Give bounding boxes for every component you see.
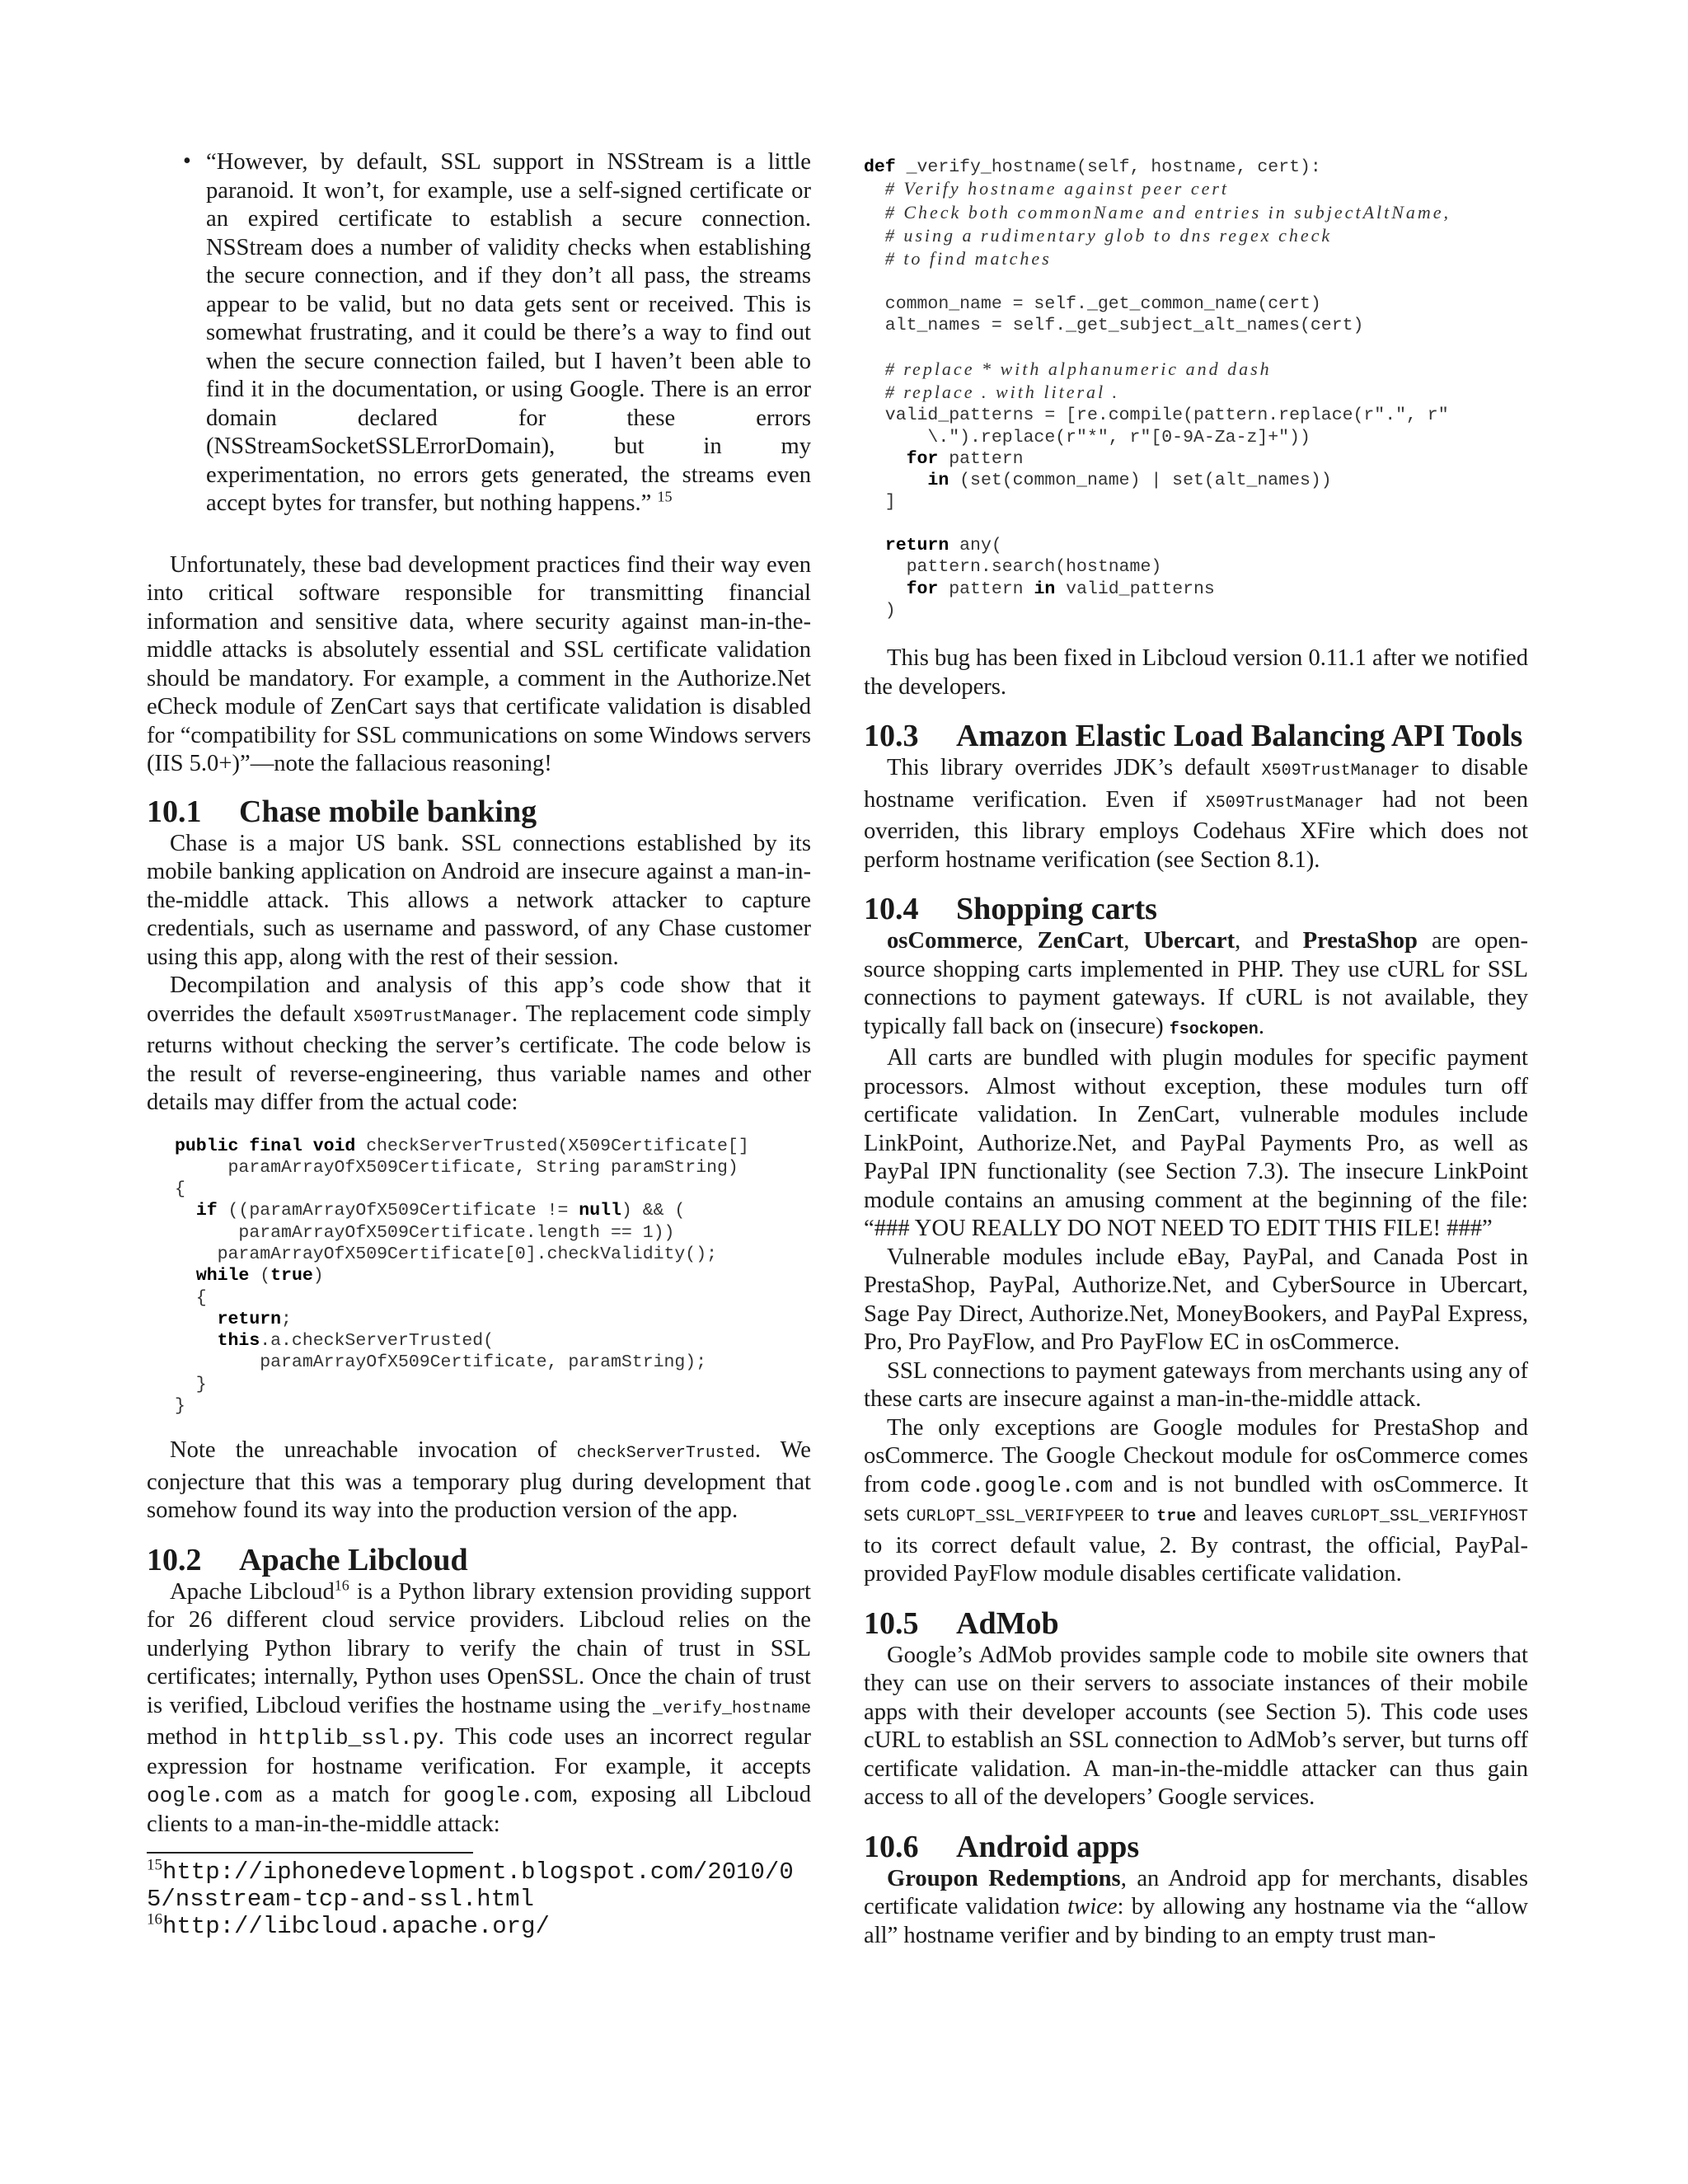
paragraph: Apache Libcloud$^{16}$ is a Python library extension providing support for 26 different cloud service providers. Libcloud relies on the underlying Python library to verify the chain of trust in SSL certificates; internally, Python uses OpenSSL. Once the chain of trust is verified, Libcloud verifies the hostname using the _verify_hostname method in httplib_ssl.py. This code uses an incorrect regular expression for hostname verification. For example, it accepts oogle.com as a match for google.com, exposing all Libcloud clients to a man-in-the-middle attack:	[147, 1577, 811, 1837]
paragraph: Vulnerable modules include eBay, PayPal, and Canada Post in PrestaShop, PayPal, Authorize.Net, and CyberSource in Ubercart, Sage Pay Direct, Authorize.Net, MoneyBookers, and PayPal Express, Pro, Pro PayFlow, and Pro PayFlow EC in osCommerce.	[864, 1244, 1528, 1356]
paragraph: Google’s AdMob provides sample code to mobile site owners that they can use on their servers to associate instances of their mobile apps with their developer accounts (see Section 5). This code uses cURL to establish an SSL connection to AdMob’s server, but turns off certificate validation. A man-in-the-middle attacker can thus gain access to all of the developers’ Google services.	[864, 1642, 1528, 1811]
python-code-listing: def _verify_hostname(self, hostname, cert): # Verify hostname against peer cert # Check both commonName and entries in subjectAltName, # using a rudimentary glob to dns regex check # to find matches common_name = self._get_common_name(cert) alt_names = self._get_subject_alt_names(cert) # replace * with alphanumeric and dash # replace . with literal . valid_patterns = [re.compile(pattern.replace(r".", r" \.").replace(r"*", r"[0-9A-Za-z]+")) for pattern in (set(common_name) | set(alt_names)) ] return any( pattern.search(hostname) for pattern in valid_patterns )	[864, 157, 1451, 621]
paragraph: SSL connections to payment gateways from merchants using any of these carts are insecure against a man-in-the-middle attack.	[864, 1357, 1528, 1413]
footnote-15[interactable]: $^{15}$http://iphonedevelopment.blogspot.com/2010/05/nsstream-tcp-and-ssl.html	[147, 1856, 794, 1914]
section-heading-10-4: 10.4 Shopping carts	[864, 892, 1157, 927]
paragraph: All carts are bundled with plugin modules for specific payment processors. Almost without exception, these modules turn off certificate validation. In ZenCart, vulnerable modules include LinkPoint, Authorize.Net, and PayPal Payments Pro, as well as PayPal IPN functionality (see Section 7.3). The insecure LinkPoint module contains an amusing comment at the beginning of the file: “### YOU REALLY DO NOT NEED TO EDIT THIS FILE! ###”	[864, 1045, 1528, 1242]
paragraph: This bug has been fixed in Libcloud version 0.11.1 after we notified the developers.	[864, 645, 1528, 700]
quote-text: “However, by default, SSL support in NSStream is a little paranoid. It won’t, for example, use a self-signed certificate or an expired certificate to establish a secure connection. NSStream does a number of validity checks when establishing the secure connection, and if they don’t all pass, the streams appear to be valid, but no data gets sent or received. This is somewhat frustrating, and it could be there’s a way to find out when the secure connection failed, but I haven’t been able to find it in the documentation, or using Google. There is an error domain declared for these errors (NSStreamSocketSSLErrorDomain), but in my experimentation, no errors gets generated, the streams even accept bytes for transfer, but nothing happens.” $^{15}$	[206, 149, 811, 516]
section-heading-10-5: 10.5 AdMob	[864, 1605, 1059, 1641]
intro-paragraph: Unfortunately, these bad development practices find their way even into critical software responsible for transmitting financial information and sensitive data, where security against man-in-the-middle attacks is absolutely essential and SSL certificate validation should be mandatory. For example, a comment in the Authorize.Net eCheck module of ZenCart says that certificate validation is disabled for “compatibility for SSL communications on some Windows servers (IIS 5.0+)”—note the fallacious reasoning!	[147, 551, 811, 776]
paragraph: This library overrides JDK’s default X509TrustManager to disable hostname verification. Even if X509TrustManager had not been overriden, this library employs Codehaus XFire which does not perform hostname verification (see Section 8.1).	[864, 755, 1529, 873]
java-code-listing: public final void checkServerTrusted(X509Certificate[] paramArrayOfX509Certificate, String paramString) { if ((paramArrayOfX509Certificate != null) && ( paramArrayOfX509Certificate.length == 1)) paramArrayOfX509Certificate[0].checkValidity(); while (true) { return; this.a.checkServerTrusted( paramArrayOfX509Certificate, paramString); } }	[175, 1136, 749, 1417]
paragraph: Groupon Redemptions, an Android app for merchants, disables certificate validation twice: by allowing any hostname via the “allow all” hostname verifier and by binding to an empty trust man-	[864, 1865, 1528, 1948]
section-heading-10-3: 10.3 Amazon Elastic Load Balancing API Tools	[864, 719, 1523, 754]
paragraph: osCommerce, ZenCart, Ubercart, and PrestaShop are open-source shopping carts implemented in PHP. They use cURL for SSL connections to payment gateways. If cURL is not available, they typically fall back on (insecure) fsockopen.	[864, 928, 1528, 1039]
section-heading-10-2: 10.2 Apache Libcloud	[147, 1542, 468, 1577]
quote-bullet	[147, 148, 811, 518]
section-heading-10-1: 10.1 Chase mobile banking	[147, 794, 537, 829]
paragraph: The only exceptions are Google modules for PrestaShop and osCommerce. The Google Checkout module for osCommerce comes from code.google.com and is not bundled with osCommerce. It sets CURLOPT_SSL_VERIFYPEER to true and leaves CURLOPT_SSL_VERIFYHOST to its correct default value, 2. By contrast, the official, PayPal-provided PayFlow module disables certificate validation.	[864, 1414, 1529, 1587]
footnote-16[interactable]: $^{16}$http://libcloud.apache.org/	[147, 1910, 550, 1941]
left-column	[147, 148, 811, 1940]
footnote-ref[interactable]: 16	[334, 1577, 349, 1594]
section-heading-10-6: 10.6 Android apps	[864, 1829, 1140, 1864]
paragraph: Decompilation and analysis of this app’s code show that it overrides the default X509TrustManager. The replacement code simply returns without checking the server’s certificate. The code below is the result of reverse-engineering, thus variable names and other details may differ from the actual code:	[147, 972, 811, 1115]
bullet-icon: •	[183, 148, 191, 174]
right-column	[864, 157, 1528, 1950]
paragraph: Note the unreachable invocation of checkServerTrusted. We conjecture that this was a temporary plug during development that somehow found its way into the production version of the app.	[147, 1437, 811, 1524]
footnote-ref[interactable]: 15	[657, 488, 673, 505]
paragraph: Chase is a major US bank. SSL connections established by its mobile banking application on Android are insecure against a man-in-the-middle attack. This allows a network attacker to capture credentials, such as username and password, of any Chase customer using this app, along with the rest of their session.	[147, 830, 811, 970]
